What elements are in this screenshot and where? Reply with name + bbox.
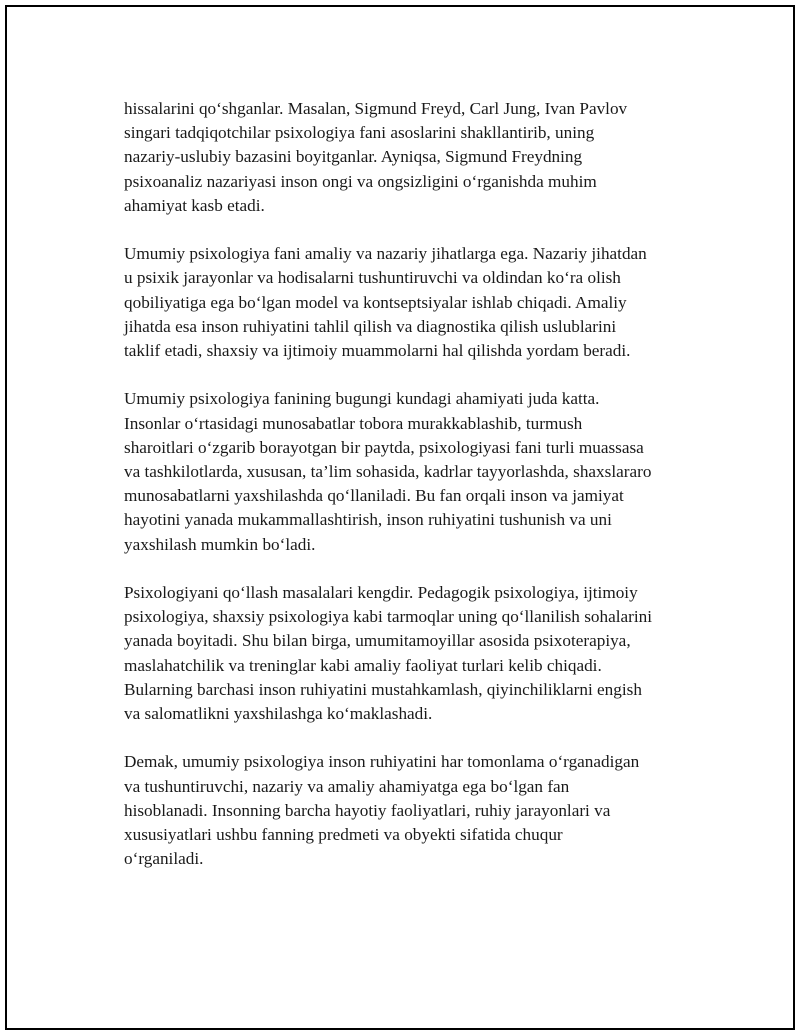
text-line: Insonlar o‘rtasidagi munosabatlar tobora murakkablashib, turmush	[124, 413, 583, 433]
paragraph-5	[124, 750, 724, 871]
text-line: singari tadqiqotchilar psixologiya fani asoslarini shakllantirib, uning	[124, 123, 595, 143]
text-line: maslahatchilik va treninglar kabi amaliy faoliyat turlari kelib chiqadi.	[124, 655, 602, 675]
text-line: u psixik jarayonlar va hodisalarni tushuntiruvchi va oldindan ko‘ra olish	[124, 268, 621, 288]
text-line: taklif etadi, shaxsiy va ijtimoiy muammolarni hal qilishda yordam beradi.	[124, 341, 631, 361]
page-frame	[5, 5, 795, 1030]
document-body	[124, 97, 724, 871]
text-line: Bularning barchasi inson ruhiyatini mustahkamlash, qiyinchiliklarni engish	[124, 679, 642, 699]
text-line: Demak, umumiy psixologiya inson ruhiyatini har tomonlama o‘rganadigan	[124, 752, 640, 772]
text-line: hayotini yanada mukammallashtirish, inson ruhiyatini tushunish va uni	[124, 510, 612, 530]
text-line: va tushuntiruvchi, nazariy va amaliy ahamiyatga ega bo‘lgan fan	[124, 776, 570, 796]
text-line: Umumiy psixologiya fanining bugungi kundagi ahamiyati juda katta.	[124, 389, 600, 409]
text-line: hissalarini qo‘shganlar. Masalan, Sigmund Freyd, Carl Jung, Ivan Pavlov	[124, 99, 628, 118]
text-line: sharoitlari o‘zgarib borayotgan bir paytda, psixologiyasi fani turli muassasa	[124, 437, 644, 457]
text-line: yaxshilash mumkin bo‘ladi.	[124, 534, 316, 554]
text-line: va tashkilotlarda, xususan, ta’lim sohasida, kadrlar tayyorlashda, shaxslararo	[124, 462, 652, 482]
paragraph-3	[124, 387, 724, 556]
text-line: yanada boyitadi. Shu bilan birga, umumitamoyillar asosida psixoterapiya,	[124, 631, 631, 651]
text-line: va salomatlikni yaxshilashga ko‘maklashadi.	[124, 704, 433, 724]
paragraph-2	[124, 242, 724, 363]
text-line: Psixologiyani qo‘llash masalalari kengdir. Pedagogik psixologiya, ijtimoiy	[124, 583, 638, 603]
text-line: qobiliyatiga ega bo‘lgan model va kontseptsiyalar ishlab chiqadi. Amaliy	[124, 292, 627, 312]
paragraph-1	[124, 97, 724, 218]
text-line: Umumiy psixologiya fani amaliy va nazariy jihatlarga ega. Nazariy jihatdan	[124, 244, 647, 264]
text-line: o‘rganiladi.	[124, 849, 204, 869]
text-line: ahamiyat kasb etadi.	[124, 195, 265, 215]
text-line: hisoblanadi. Insonning barcha hayotiy faoliyatlari, ruhiy jarayonlari va	[124, 800, 611, 820]
text-line: xususiyatlari ushbu fanning predmeti va obyekti sifatida chuqur	[124, 825, 563, 845]
text-line: psixologiya, shaxsiy psixologiya kabi tarmoqlar uning qo‘llanilish sohalarini	[124, 607, 652, 627]
text-line: nazariy-uslubiy bazasini boyitganlar. Ayniqsa, Sigmund Freydning	[124, 147, 583, 167]
text-line: munosabatlarni yaxshilashda qo‘llaniladi. Bu fan orqali inson va jamiyat	[124, 486, 624, 506]
text-line: psixoanaliz nazariyasi inson ongi va ongsizligini o‘rganishda muhim	[124, 171, 597, 191]
paragraph-4	[124, 581, 724, 726]
text-line: jihatda esa inson ruhiyatini tahlil qilish va diagnostika qilish uslublarini	[124, 316, 617, 336]
